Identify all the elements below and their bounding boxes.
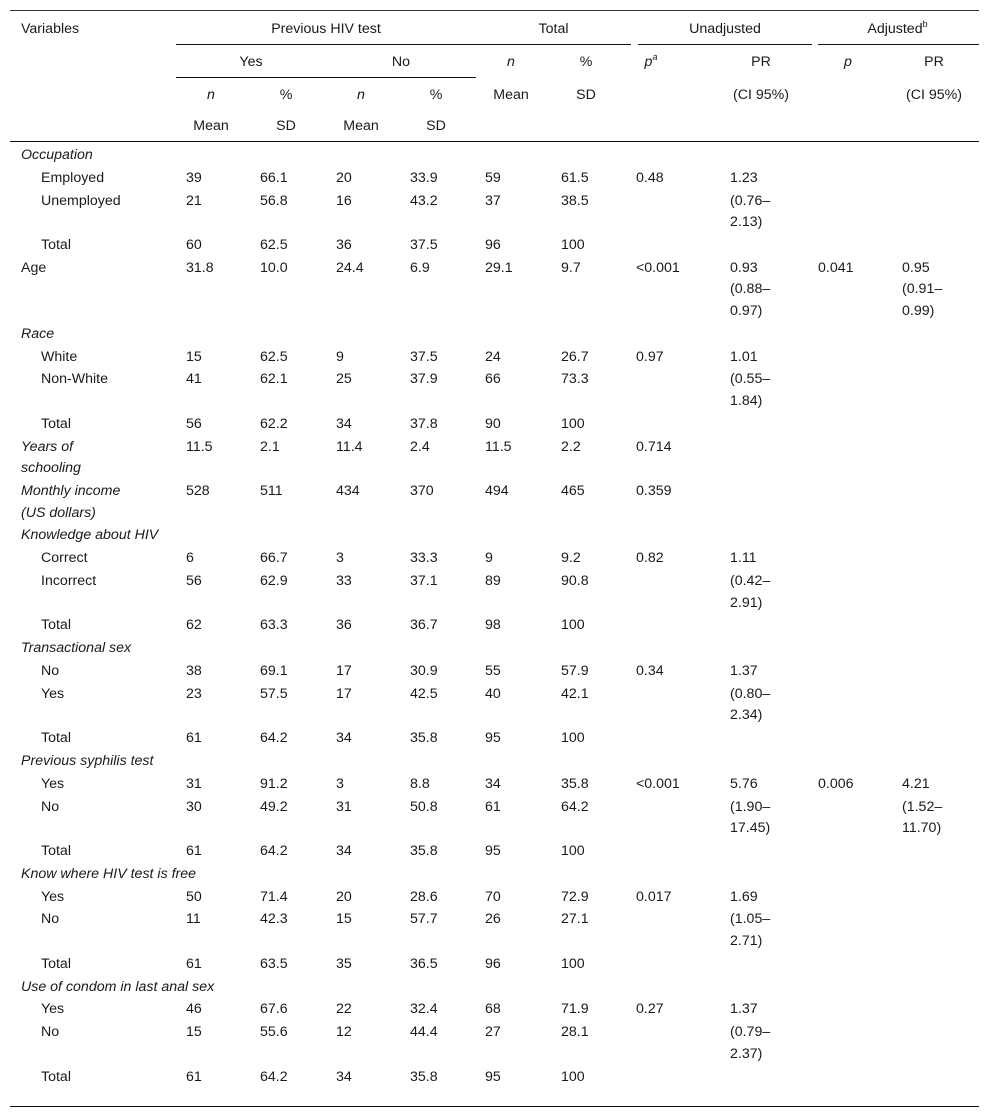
cell-tot-pct: 100 — [561, 617, 585, 634]
cell-no-n: 15 — [336, 911, 352, 928]
header-yes: Yes — [239, 54, 263, 70]
row-label: Yes — [41, 775, 65, 792]
row-label: Total — [41, 843, 71, 859]
row-label: No — [41, 798, 60, 815]
row-label: Yes — [41, 888, 65, 905]
cell-pr-unadj: (0.76– — [730, 192, 771, 209]
cell-yes-n: 56 — [186, 415, 202, 432]
cell-no-n: 20 — [336, 169, 352, 186]
header-yes-pct: % — [279, 87, 293, 103]
cell-no-pct: 28.6 — [410, 888, 438, 905]
row-label: Unemployed — [41, 192, 121, 209]
cell-yes-n: 56 — [186, 573, 202, 589]
header-total-pct: % — [579, 54, 593, 70]
cell-no-n: 34 — [336, 843, 352, 859]
row-label: Non-White — [41, 371, 109, 388]
section-label: Occupation — [21, 147, 93, 163]
cell-no-pct: 57.7 — [410, 911, 438, 928]
row-label: No — [41, 663, 60, 679]
cell-tot-n: 96 — [485, 237, 501, 253]
header-pr-adj: PR — [924, 54, 944, 70]
cell-tot-n: 11.5 — [485, 438, 512, 455]
cell-tot-pct: 100 — [561, 955, 585, 972]
cell-tot-n: 26 — [485, 911, 501, 928]
cell-no-pct: 37.5 — [410, 348, 438, 365]
header-previous-hiv-test: Previous HIV test — [271, 21, 381, 37]
cell-yes-pct: 64.2 — [260, 1068, 288, 1085]
cell-tot-pct: 38.5 — [561, 192, 589, 209]
cell-yes-pct: 63.3 — [260, 617, 288, 634]
header-yes-sd: SD — [276, 118, 296, 134]
cell-no-n: 9 — [336, 348, 344, 365]
cell-yes-n: 61 — [186, 955, 202, 972]
cell-p-unadj: 0.359 — [636, 483, 672, 499]
header-total-n: n — [507, 54, 515, 70]
header-total: Total — [538, 21, 569, 37]
cell-p-unadj: <0.001 — [636, 775, 680, 792]
section-label: Previous syphilis test — [21, 753, 154, 769]
cell-no-n: 17 — [336, 685, 352, 702]
cell-pr-adj: 4.21 — [902, 775, 930, 792]
cell-no-n: 16 — [336, 192, 352, 209]
cell-no-pct: 36.7 — [410, 617, 438, 634]
cell-tot-pct: 100 — [561, 843, 585, 859]
cell-no-n: 36 — [336, 617, 352, 634]
cell-pr-unadj: 1.37 — [730, 663, 758, 679]
cell-yes-pct: 62.9 — [260, 573, 288, 589]
cell-yes-n: 15 — [186, 1024, 202, 1041]
cell-pr-unadj: 0.93 — [730, 259, 758, 276]
header-adjusted: Adjusted$^b$ — [867, 19, 928, 37]
cell-yes-pct: 64.2 — [260, 730, 288, 747]
rule-header-bottom — [10, 141, 979, 142]
cell-yes-n: 46 — [186, 1001, 202, 1018]
cell-p-unadj: 0.82 — [636, 550, 664, 567]
header-unadjusted: Unadjusted — [689, 21, 761, 37]
cell-tot-n: 59 — [485, 169, 501, 186]
cell-yes-n: 21 — [186, 192, 202, 209]
cell-pr-unadj: (0.88– — [730, 281, 771, 298]
cell-no-pct: 43.2 — [410, 192, 438, 209]
cell-no-n: 3 — [336, 775, 344, 792]
rule-yes-no — [176, 77, 476, 78]
cell-tot-n: 37 — [485, 192, 501, 209]
cell-no-pct: 42.5 — [410, 685, 438, 702]
header-pr-unadj: PR — [751, 54, 771, 70]
cell-tot-n: 96 — [485, 955, 501, 972]
cell-no-pct: 30.9 — [410, 663, 438, 679]
section-label: Race — [21, 325, 55, 342]
cell-p-unadj: 0.34 — [636, 663, 664, 679]
cell-pr-unadj: 2.13) — [730, 214, 763, 231]
cell-tot-pct: 100 — [561, 415, 585, 432]
row-label: Yes — [41, 1001, 65, 1018]
cell-yes-pct: 64.2 — [260, 843, 288, 859]
header-no: No — [391, 54, 411, 70]
cell-yes-pct: 66.1 — [260, 169, 288, 186]
cell-yes-pct: 66.7 — [260, 550, 288, 567]
cell-yes-n: 50 — [186, 888, 202, 905]
cell-tot-n: 55 — [485, 663, 501, 679]
cell-tot-n: 34 — [485, 775, 501, 792]
row-label: schooling — [21, 460, 81, 477]
cell-yes-pct: 69.1 — [260, 663, 288, 679]
cell-tot-pct: 100 — [561, 730, 585, 747]
cell-tot-n: 27 — [485, 1024, 501, 1041]
cell-tot-n: 66 — [485, 371, 501, 388]
cell-pr-unadj: 2.37) — [730, 1045, 763, 1062]
cell-yes-pct: 42.3 — [260, 911, 288, 928]
cell-tot-pct: 100 — [561, 1068, 585, 1085]
cell-yes-pct: 63.5 — [260, 955, 288, 972]
cell-pr-unadj: (0.42– — [730, 573, 771, 589]
cell-yes-n: 38 — [186, 663, 202, 679]
cell-pr-unadj: 1.37 — [730, 1001, 758, 1018]
cell-p-unadj: 0.27 — [636, 1001, 664, 1018]
row-label: No — [41, 911, 60, 928]
cell-pr-unadj: 0.97) — [730, 303, 763, 319]
hiv-test-table — [10, 10, 979, 1107]
cell-yes-n: 39 — [186, 169, 202, 186]
cell-no-n: 33 — [336, 573, 352, 589]
cell-tot-pct: 61.5 — [561, 169, 589, 186]
cell-tot-pct: 465 — [561, 483, 585, 499]
header-p-unadj: $p^a$ — [644, 52, 658, 70]
section-label: Knowledge about HIV — [21, 527, 159, 544]
cell-tot-pct: 72.9 — [561, 888, 589, 905]
cell-yes-pct: 71.4 — [260, 888, 288, 905]
cell-tot-pct: 2.2 — [561, 438, 581, 455]
cell-yes-n: 30 — [186, 798, 202, 815]
cell-tot-pct: 42.1 — [561, 685, 589, 702]
row-label: Age — [21, 259, 47, 276]
cell-yes-n: 11 — [186, 911, 201, 928]
cell-no-pct: 33.9 — [410, 169, 438, 186]
cell-yes-pct: 91.2 — [260, 775, 288, 792]
cell-no-pct: 35.8 — [410, 1068, 438, 1085]
cell-yes-n: 31.8 — [186, 259, 214, 276]
cell-no-pct: 37.5 — [410, 237, 438, 253]
cell-tot-pct: 9.7 — [561, 259, 581, 276]
cell-tot-n: 95 — [485, 730, 501, 747]
row-label: Yes — [41, 685, 65, 702]
cell-yes-pct: 62.2 — [260, 415, 288, 432]
cell-no-n: 11.4 — [336, 438, 363, 455]
cell-yes-pct: 10.0 — [260, 259, 288, 276]
cell-tot-n: 29.1 — [485, 259, 513, 276]
row-label: Total — [41, 955, 71, 972]
cell-yes-n: 41 — [186, 371, 202, 388]
cell-tot-pct: 64.2 — [561, 798, 589, 815]
cell-no-n: 12 — [336, 1024, 352, 1041]
cell-tot-n: 24 — [485, 348, 501, 365]
cell-pr-unadj: 17.45) — [730, 820, 771, 837]
cell-no-pct: 36.5 — [410, 955, 438, 972]
row-label: No — [41, 1024, 60, 1041]
cell-yes-pct: 62.5 — [260, 348, 288, 365]
cell-tot-pct: 57.9 — [561, 663, 589, 679]
header-total-mean: Mean — [493, 87, 529, 103]
cell-no-n: 20 — [336, 888, 352, 905]
cell-tot-pct: 73.3 — [561, 371, 589, 388]
cell-yes-n: 23 — [186, 685, 202, 702]
cell-no-n: 31 — [336, 798, 352, 815]
section-label: Know where HIV test is free — [21, 865, 197, 882]
row-label: Total — [41, 1068, 71, 1085]
cell-tot-pct: 71.9 — [561, 1001, 589, 1018]
cell-yes-n: 31 — [186, 775, 202, 792]
cell-no-pct: 35.8 — [410, 843, 438, 859]
cell-no-n: 17 — [336, 663, 352, 679]
cell-no-pct: 35.8 — [410, 730, 438, 747]
cell-pr-adj: (0.91– — [902, 281, 943, 298]
cell-no-n: 24.4 — [336, 259, 364, 276]
cell-no-n: 34 — [336, 1068, 352, 1085]
cell-p-unadj: 0.714 — [636, 438, 672, 455]
row-label: Incorrect — [41, 573, 97, 589]
cell-tot-pct: 90.8 — [561, 573, 589, 589]
cell-no-pct: 33.3 — [410, 550, 438, 567]
cell-pr-unadj: 5.76 — [730, 775, 758, 792]
cell-tot-n: 70 — [485, 888, 501, 905]
cell-tot-n: 494 — [485, 483, 509, 499]
cell-no-pct: 50.8 — [410, 798, 438, 815]
header-variables: Variables — [21, 21, 80, 37]
cell-no-pct: 2.4 — [410, 438, 430, 455]
cell-yes-n: 528 — [186, 483, 210, 499]
row-label: Total — [41, 730, 71, 747]
cell-tot-n: 61 — [485, 798, 501, 815]
header-total-sd: SD — [576, 87, 596, 103]
cell-no-pct: 37.8 — [410, 415, 438, 432]
cell-yes-pct: 67.6 — [260, 1001, 288, 1018]
cell-no-pct: 370 — [410, 483, 434, 499]
rule-group — [176, 44, 631, 45]
cell-no-n: 36 — [336, 237, 352, 253]
header-no-pct: % — [429, 87, 443, 103]
cell-pr-unadj: (0.79– — [730, 1024, 771, 1041]
row-label: (US dollars) — [21, 504, 96, 521]
cell-yes-pct: 56.8 — [260, 192, 288, 209]
cell-p-unadj: 0.48 — [636, 169, 664, 186]
cell-no-pct: 8.8 — [410, 775, 430, 792]
cell-no-n: 3 — [336, 550, 344, 567]
cell-pr-unadj: 1.11 — [730, 550, 757, 567]
cell-p-adj: 0.006 — [818, 775, 854, 792]
row-label: Years of — [21, 438, 74, 455]
cell-pr-unadj: 1.01 — [730, 348, 758, 365]
cell-no-pct: 37.1 — [410, 573, 438, 589]
cell-tot-pct: 27.1 — [561, 911, 589, 928]
cell-p-adj: 0.041 — [818, 259, 854, 276]
cell-pr-unadj: 2.71) — [730, 933, 763, 949]
cell-tot-n: 68 — [485, 1001, 501, 1018]
cell-yes-pct: 49.2 — [260, 798, 288, 815]
cell-no-pct: 44.4 — [410, 1024, 438, 1041]
cell-no-pct: 37.9 — [410, 371, 438, 388]
cell-tot-n: 89 — [485, 573, 501, 589]
row-label: Correct — [41, 550, 88, 567]
cell-p-unadj: 0.97 — [636, 348, 664, 365]
row-label: Total — [41, 415, 71, 432]
cell-pr-unadj: (1.90– — [730, 798, 771, 815]
cell-pr-adj: 0.99) — [902, 303, 935, 319]
cell-pr-adj: 0.95 — [902, 259, 930, 276]
row-label: Monthly income — [21, 483, 121, 499]
header-p-adj: p — [844, 54, 852, 70]
cell-pr-unadj: (0.55– — [730, 371, 771, 388]
cell-yes-pct: 57.5 — [260, 685, 288, 702]
row-label: Employed — [41, 169, 105, 186]
cell-no-n: 22 — [336, 1001, 352, 1018]
header-ci-adj: (CI 95%) — [906, 87, 962, 103]
cell-pr-unadj: 1.23 — [730, 169, 758, 186]
cell-tot-n: 95 — [485, 843, 501, 859]
cell-yes-n: 6 — [186, 550, 194, 567]
cell-tot-pct: 100 — [561, 237, 585, 253]
cell-yes-n: 11.5 — [186, 438, 213, 455]
cell-yes-pct: 62.1 — [260, 371, 288, 388]
cell-pr-adj: 11.70) — [902, 820, 942, 837]
cell-yes-n: 62 — [186, 617, 202, 634]
section-label: Use of condom in last anal sex — [21, 978, 215, 995]
cell-pr-unadj: 1.84) — [730, 393, 763, 409]
section-label: Transactional sex — [21, 640, 132, 657]
cell-tot-n: 95 — [485, 1068, 501, 1085]
header-no-sd: SD — [426, 118, 446, 134]
cell-tot-n: 98 — [485, 617, 501, 634]
cell-no-n: 34 — [336, 730, 352, 747]
cell-no-n: 434 — [336, 483, 360, 499]
cell-tot-pct: 35.8 — [561, 775, 589, 792]
cell-p-unadj: 0.017 — [636, 888, 672, 905]
header-no-n: n — [357, 87, 365, 103]
cell-yes-n: 15 — [186, 348, 202, 365]
header-yes-mean: Mean — [193, 118, 229, 134]
row-label: Total — [41, 617, 71, 634]
cell-tot-pct: 26.7 — [561, 348, 589, 365]
cell-pr-unadj: 2.91) — [730, 594, 763, 611]
header-ci-unadj: (CI 95%) — [733, 87, 789, 103]
cell-yes-pct: 511 — [260, 483, 283, 499]
cell-no-pct: 32.4 — [410, 1001, 438, 1018]
cell-pr-unadj: (1.05– — [730, 911, 771, 928]
cell-pr-adj: (1.52– — [902, 798, 943, 815]
cell-tot-n: 40 — [485, 685, 501, 702]
cell-tot-n: 90 — [485, 415, 501, 432]
cell-yes-n: 61 — [186, 1068, 202, 1085]
cell-pr-unadj: (0.80– — [730, 685, 771, 702]
cell-yes-n: 61 — [186, 843, 202, 859]
cell-pr-unadj: 2.34) — [730, 707, 763, 724]
cell-yes-pct: 62.5 — [260, 237, 288, 253]
cell-p-unadj: <0.001 — [636, 259, 680, 276]
row-label: White — [41, 348, 78, 365]
cell-tot-n: 9 — [485, 550, 493, 567]
cell-tot-pct: 9.2 — [561, 550, 581, 567]
rule-adjusted — [818, 44, 979, 45]
cell-no-pct: 6.9 — [410, 259, 430, 276]
cell-tot-pct: 28.1 — [561, 1024, 589, 1041]
cell-yes-n: 60 — [186, 237, 202, 253]
cell-no-n: 35 — [336, 955, 352, 972]
rule-unadjusted — [638, 44, 812, 45]
row-label: Total — [41, 237, 71, 253]
cell-no-n: 34 — [336, 415, 352, 432]
cell-no-n: 25 — [336, 371, 352, 388]
header-no-mean: Mean — [343, 118, 379, 134]
cell-yes-pct: 2.1 — [260, 438, 280, 455]
header-yes-n: n — [207, 87, 215, 103]
cell-pr-unadj: 1.69 — [730, 888, 758, 905]
cell-yes-pct: 55.6 — [260, 1024, 288, 1041]
cell-yes-n: 61 — [186, 730, 202, 747]
